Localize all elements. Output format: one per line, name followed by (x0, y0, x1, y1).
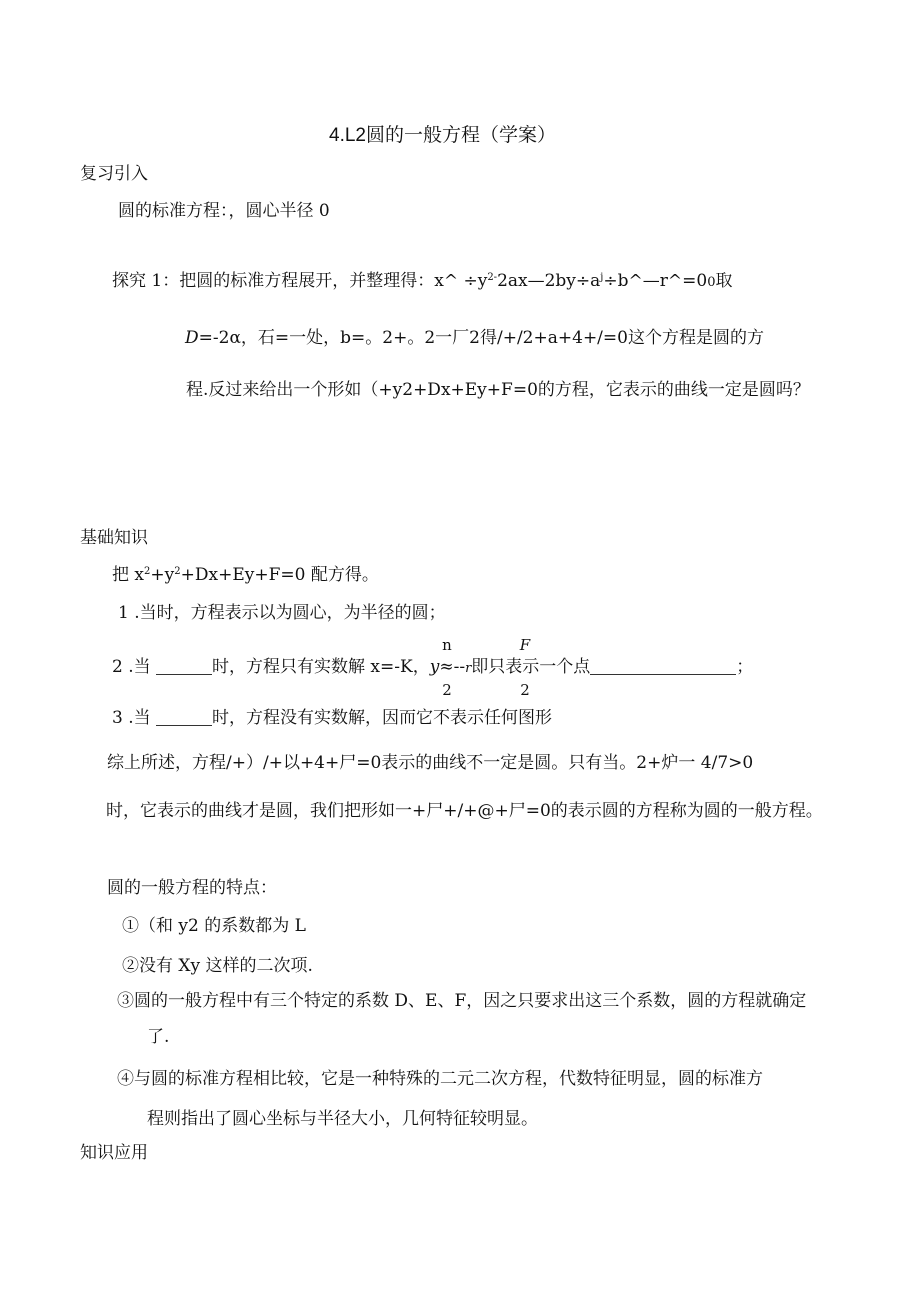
blank-point (590, 660, 736, 675)
fraction-1-numerator: n (442, 636, 452, 654)
features-heading: 圆的一般方程的特点： (107, 878, 277, 898)
review-standard-equation: 圆的标准方程：，圆心半径 0 (118, 201, 330, 221)
explore-question-line: 程.反过来给出一个形如（+y2+Dx+Ey+F=0的方程，它表示的曲线一定是圆吗？ (186, 380, 810, 400)
fraction-1-denominator: 2 (442, 681, 452, 699)
blank-condition-3 (156, 711, 212, 726)
summary-line-2: 时，它表示的曲线才是圆，我们把形如一+尸+/+@+尸=0的表示圆的方程称为圆的一般方程。 (106, 801, 823, 821)
basics-intro: 把 $x^2+y^2+Dx+Ey+F=0$ 配方得。 (112, 565, 379, 585)
basics-item-2: 2 .当 时，方程只有实数解 x=-K，y≈--r即只表示一个点 ； (112, 657, 754, 677)
title-number: 4.L2 (329, 125, 366, 146)
feature-3-cont: 了. (147, 1027, 170, 1047)
review-heading: 复习引入 (80, 164, 148, 184)
explore-derivation-line: D=-2α，石=一处，b=。2+。2一厂2得/+/2+a+4+/=0这个方程是圆的方 (185, 328, 764, 348)
feature-4-cont: 程则指出了圆心坐标与半径大小，几何特征较明显。 (147, 1109, 538, 1129)
page-title (329, 126, 556, 145)
application-heading: 知识应用 (80, 1143, 148, 1163)
feature-3: ③圆的一般方程中有三个特定的系数 D、E、F，因之只要求出这三个系数，圆的方程就确定 (117, 991, 807, 1011)
feature-2: ②没有 Xy 这样的二次项. (122, 956, 313, 976)
fraction-2-numerator: F (519, 636, 531, 654)
blank-condition-2 (156, 660, 212, 675)
basics-heading: 基础知识 (80, 528, 148, 548)
summary-line-1: 综上所述，方程/+）/+以+4+尸=0表示的曲线不一定是圆。只有当。2+炉一 4/7>0 (107, 753, 754, 773)
feature-1: ①（和 y2 的系数都为 L (122, 916, 306, 936)
explore-line: 探究 1：把圆的标准方程展开，并整理得：x^ $\div y^{2-}2ax—2by\div a^j\div b\^{}—r\^{}=00$取 (112, 271, 733, 291)
basics-item-3: 3 .当 时，方程没有实数解，因而它不表示任何图形 (112, 708, 553, 728)
feature-4: ④与圆的标准方程相比较，它是一种特殊的二元二次方程，代数特征明显，圆的标准方 (117, 1069, 763, 1089)
fraction-2-denominator: 2 (520, 681, 530, 699)
title-text: 圆的一般方程（学案） (365, 124, 556, 146)
basics-item-1: 1 .当时，方程表示以为圆心，为半径的圆； (118, 603, 446, 623)
